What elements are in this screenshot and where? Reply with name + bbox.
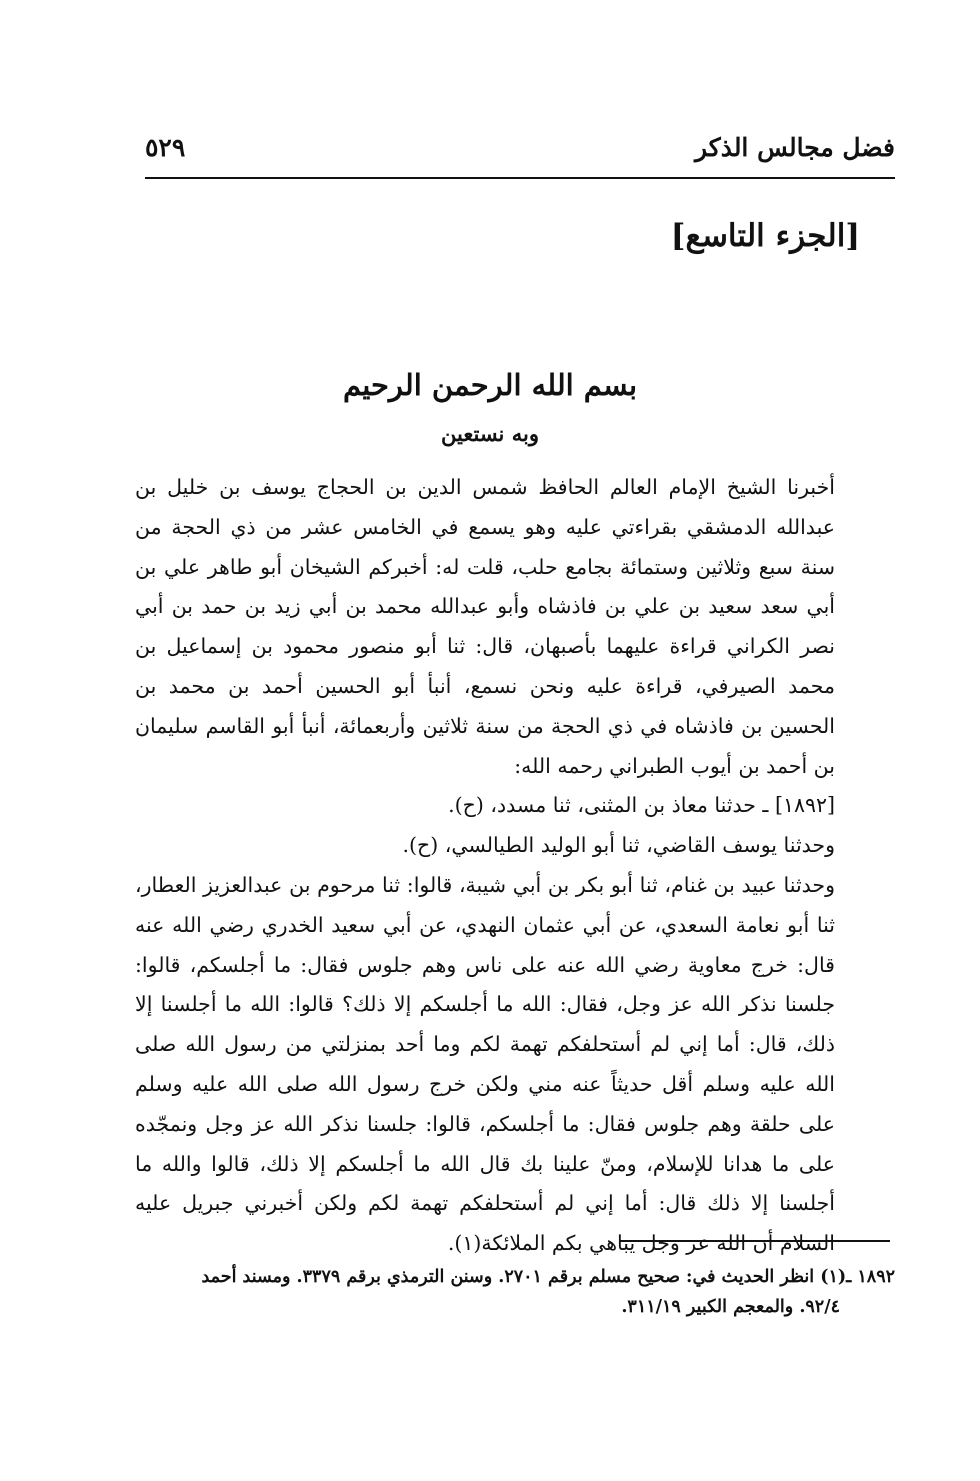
part-title: [الجزء التاسع]: [670, 218, 860, 254]
subtitle: وبه نستعين: [441, 421, 539, 446]
header-divider: [145, 177, 895, 179]
paragraph-hadith-text: وحدثنا عبيد بن غنام، ثنا أبو بكر بن أبي شيبة، قالوا: ثنا مرحوم بن عبدالعزيز العطار، ثنا أبو نعامة السعدي، عن أبي عثمان النهدي، عن أبي سعيد الخدري رضي الله عنه قال: خرج معاوية رضي الله عنه على ناس وهم جلوس فقال: ما أجلسكم، قالوا: جلسنا نذكر الله عز وجل، فقال: الله ما أجلسكم إلا ذلك؟ قالوا: الله ما أجلسنا إلا ذلك، قال: أما إني لم أستحلفكم تهمة لكم وما أحد بمنزلتي من رسول الله صلى الله عليه وسلم أقل حديثاً عنه مني ولكن خرج رسول الله صلى الله عليه وسلم على حلقة وهم جلوس فقال: ما أجلسكم، قالوا: جلسنا نذكر الله عز وجل ونمجّده على ما هدانا للإسلام، ومنّ علينا بك قال الله ما أجلسكم إلا ذلك، قالوا والله ما أجلسنا إلا ذلك قال: أما إني لم أستحلفكم تهمة لكم ولكن أخبرني جبريل عليه السلام أن الله عز وجل يباهي بكم الملائكة(١).: [135, 872, 835, 1256]
paragraph-second-chain: وحدثنا يوسف القاضي، ثنا أبو الوليد الطيالسي، (ح).: [402, 833, 835, 858]
footnote-line: ١٨٩٢ ـ(١) انظر الحديث في: صحيح مسلم برقم ٢٧٠١. وسنن الترمذي برقم ٣٣٧٩. ومسند أحمد: [201, 1267, 895, 1287]
paragraph-hadith-number: [١٨٩٢] ـ حدثنا معاذ بن المثنى، ثنا مسدد، (ح).: [448, 793, 835, 818]
running-title: فضل مجالس الذكر: [695, 133, 895, 162]
page-number: ٥٢٩: [145, 133, 186, 162]
paragraph-chain: أخبرنا الشيخ الإمام العالم الحافظ شمس الدين بن الحجاج يوسف بن خليل بن عبدالله الدمشقي بقراءتي عليه وهو يسمع في الخامس عشر من ذي الحجة من سنة سبع وثلاثين وستمائة بجامع حلب، قلت له: أخبركم الشيخان أبو طاهر علي بن أبي سعد سعيد بن علي بن فاذشاه وأبو عبدالله محمد بن أبي زيد بن حمد بن أبي نصر الكراني قراءة عليهما بأصبهان، قال: ثنا أبو منصور محمود بن إسماعيل بن محمد الصيرفي، قراءة عليه ونحن نسمع، أنبأ أبو الحسين أحمد بن محمد بن الحسين بن فاذشاه في ذي الحجة من سنة ثلاثين وأربعمائة، أنبأ أبو القاسم سليمان بن أحمد بن أيوب الطبراني رحمه الله:: [135, 475, 835, 778]
footnote-line: ٩٢/٤. والمعجم الكبير ٣١١/١٩.: [621, 1297, 840, 1317]
footnote: [135, 1262, 895, 1322]
basmala-heading: بسم الله الرحمن الرحيم: [342, 368, 638, 402]
running-header: [145, 133, 895, 173]
footnote-divider: [620, 1240, 890, 1242]
main-text: [135, 468, 895, 1264]
